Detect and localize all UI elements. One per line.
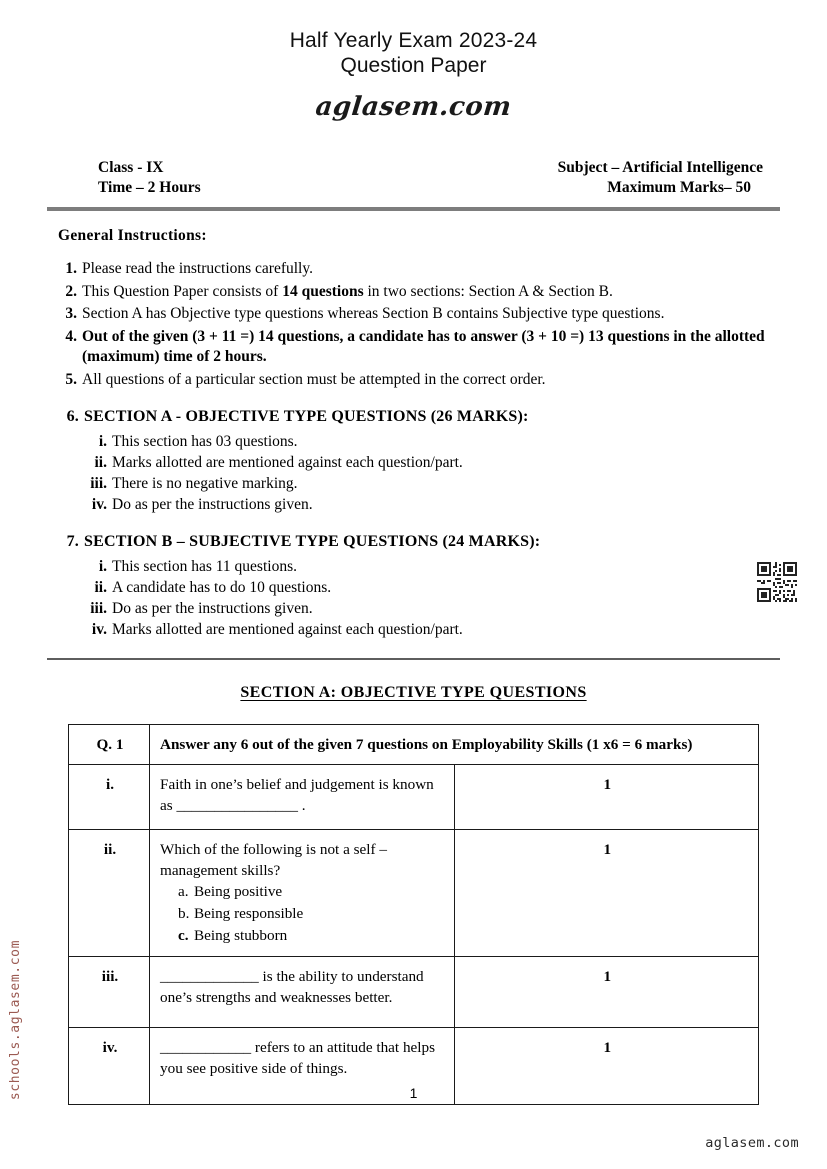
section-subitem xyxy=(55,619,772,640)
section-subitem xyxy=(55,577,772,598)
exam-title: Half Yearly Exam 2023-24 xyxy=(289,29,538,52)
option-label: Being positive xyxy=(194,883,283,900)
instruction-number: 4. xyxy=(65,327,77,345)
subitem-text: Do as per the instructions given. xyxy=(112,600,313,617)
section-number: 7. xyxy=(66,533,79,550)
row-number: ii. xyxy=(69,830,150,957)
option-list xyxy=(160,881,446,947)
instruction-item xyxy=(55,282,772,303)
row-marks: 1 xyxy=(454,957,759,1028)
subitem-text: A candidate has to do 10 questions. xyxy=(112,579,332,596)
row-marks: 1 xyxy=(454,830,759,957)
exam-meta xyxy=(62,158,765,198)
subitem-roman: ii. xyxy=(94,579,107,596)
instruction-text: Please read the instructions carefully. xyxy=(82,260,313,277)
instruction-item xyxy=(55,304,772,325)
section-divider-wrap xyxy=(0,658,827,660)
brand-logo: aglasem.com xyxy=(314,92,513,122)
row-marks: 1 xyxy=(454,1028,759,1105)
list-item xyxy=(160,881,446,903)
subitem-text: Marks allotted are mentioned against each question/part. xyxy=(112,621,463,638)
instruction-item xyxy=(55,370,772,391)
option-letter: b. xyxy=(178,905,190,922)
section-subitem xyxy=(55,452,772,473)
section-subitem xyxy=(55,598,772,619)
subject-label: Subject – Artificial Intelligence xyxy=(557,159,763,176)
subitem-text: This section has 03 questions. xyxy=(112,433,298,450)
instruction-text: All questions of a particular section must be attempted in the correct order. xyxy=(82,370,546,388)
subitem-roman: i. xyxy=(98,558,107,575)
row-question-text xyxy=(150,830,455,957)
row-question-body: Which of the following is not a self – management skills? xyxy=(160,841,387,879)
section-a-instructions xyxy=(55,406,772,515)
subitem-roman: iii. xyxy=(90,600,107,617)
option-letter: a. xyxy=(178,883,189,900)
exam-meta-left xyxy=(62,158,201,198)
exam-meta-right xyxy=(558,158,765,198)
section-subitem xyxy=(55,556,772,577)
subitem-text: There is no negative marking. xyxy=(112,475,298,492)
question-header-text: Answer any 6 out of the given 7 questions on Employability Skills (1 x6 = 6 marks) xyxy=(150,725,759,765)
list-item xyxy=(160,925,446,947)
instruction-text: Section A has Objective type questions whereas Section B contains Subjective type questions. xyxy=(82,305,665,322)
table-row-header xyxy=(69,725,759,765)
row-number: iii. xyxy=(69,957,150,1028)
subitem-roman: iv. xyxy=(91,621,107,638)
table-row xyxy=(69,830,759,957)
subitem-roman: iii. xyxy=(90,475,107,492)
subitem-roman: iv. xyxy=(91,496,107,513)
list-item xyxy=(160,903,446,925)
subitem-text: Do as per the instructions given. xyxy=(112,496,313,513)
section-divider xyxy=(47,658,780,660)
section-subitem xyxy=(55,431,772,452)
instruction-number: 5. xyxy=(65,370,77,388)
subitem-text: This section has 11 questions. xyxy=(112,558,297,575)
row-question-body: _____________ is the ability to understand one’s strengths and weaknesses better. xyxy=(160,968,424,1006)
instruction-text-after: in two sections: Section A & Section B. xyxy=(363,282,613,300)
section-subitem xyxy=(55,494,772,515)
section-b-heading xyxy=(55,531,772,553)
row-number: i. xyxy=(69,765,150,830)
side-watermark: schools.aglasem.com xyxy=(8,940,23,1101)
table-row xyxy=(69,765,759,830)
row-marks: 1 xyxy=(454,765,759,830)
subitem-roman: ii. xyxy=(94,454,107,471)
row-question-text xyxy=(150,957,455,1028)
section-b-instructions xyxy=(55,531,772,640)
section-heading-text: SECTION A - OBJECTIVE TYPE QUESTIONS (26 MARKS): xyxy=(84,408,529,425)
option-label: Being responsible xyxy=(194,905,304,922)
instruction-number: 1. xyxy=(65,260,77,277)
instruction-text-before: This Question Paper consists of xyxy=(82,282,283,300)
row-question-body: Faith in one’s belief and judgement is known as ________________ . xyxy=(160,776,434,814)
row-question-body: ____________ refers to an attitude that helps you see positive side of things. xyxy=(160,1039,435,1077)
instruction-text-emphasis: 14 questions xyxy=(282,282,364,300)
class-label: Class - IX xyxy=(98,159,164,176)
qr-code-icon xyxy=(755,560,799,604)
section-a-title: SECTION A: OBJECTIVE TYPE QUESTIONS xyxy=(240,684,587,701)
option-letter: c. xyxy=(178,927,189,944)
general-instructions-title: General Instructions: xyxy=(58,227,207,244)
general-instructions xyxy=(55,227,772,640)
row-question-text xyxy=(150,765,455,830)
section-subitem xyxy=(55,473,772,494)
instruction-number: 3. xyxy=(65,305,77,322)
questions-table xyxy=(68,724,759,1105)
table-row xyxy=(69,957,759,1028)
subitem-roman: i. xyxy=(98,433,107,450)
time-label: Time – 2 Hours xyxy=(98,179,201,196)
instruction-number: 2. xyxy=(65,282,77,300)
max-marks-label: Maximum Marks– 50 xyxy=(607,179,751,196)
instruction-item xyxy=(55,259,772,280)
page-number: 1 xyxy=(409,1085,418,1101)
section-number: 6. xyxy=(66,408,79,425)
row-number: iv. xyxy=(69,1028,150,1105)
exam-subtitle: Question Paper xyxy=(340,54,487,77)
header-divider xyxy=(47,207,780,211)
subitem-text: Marks allotted are mentioned against each question/part. xyxy=(112,454,463,471)
section-heading-text: SECTION B – SUBJECTIVE TYPE QUESTIONS (24 MARKS): xyxy=(84,533,541,550)
section-a-heading xyxy=(55,406,772,428)
instruction-text: Out of the given (3 + 11 =) 14 questions, a candidate has to answer (3 + 10 =) 13 questions in the allotted (maximum) time of 2 hours. xyxy=(82,327,765,365)
instruction-item xyxy=(55,327,772,368)
instruction-text xyxy=(82,282,772,303)
page-header xyxy=(0,0,827,122)
question-label: Q. 1 xyxy=(69,725,150,765)
option-label: Being stubborn xyxy=(194,927,288,944)
footer-brand: aglasem.com xyxy=(705,1135,799,1151)
